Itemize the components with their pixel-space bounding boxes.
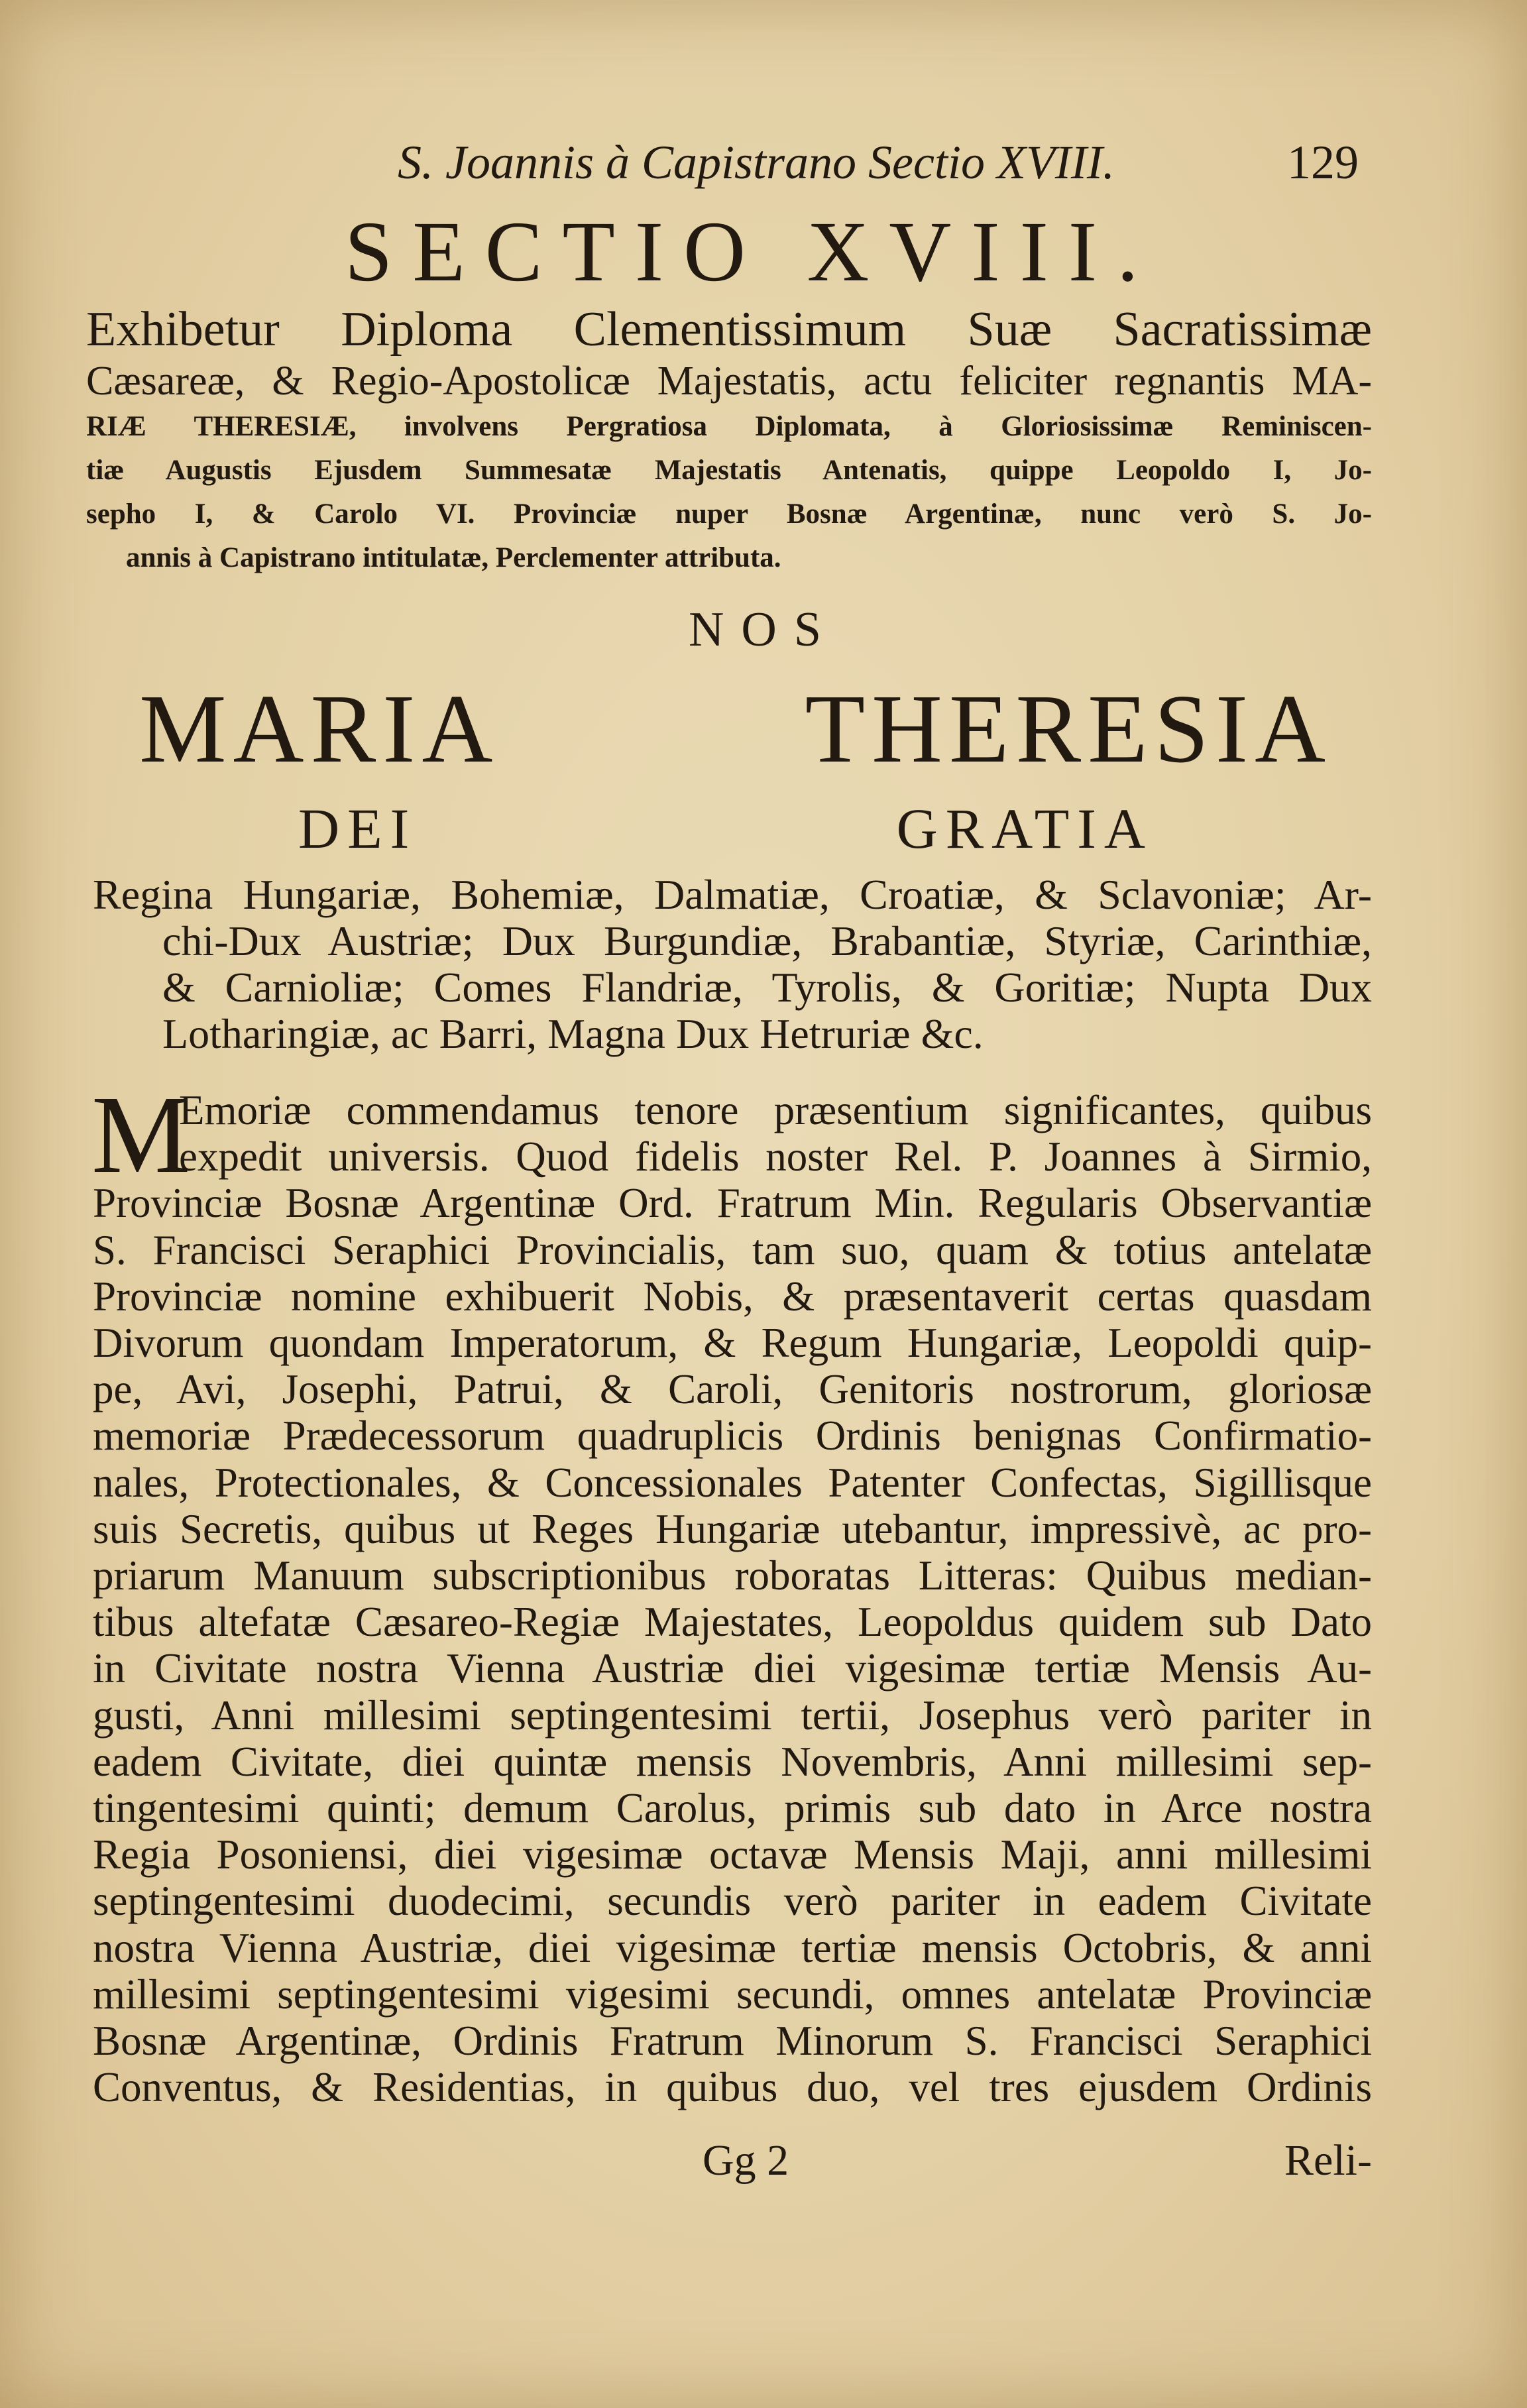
body-line: nostra Vienna Austriæ, diei vigesimæ tertiæ mensis Octobris, & anni	[93, 1924, 1372, 1971]
body-line: expedit universis. Quod fidelis noster Rel. P. Joannes à Sirmio,	[179, 1133, 1372, 1180]
titles-line: Regina Hungariæ, Bohemiæ, Dalmatiæ, Croatiæ, & Sclavoniæ; Ar-	[93, 871, 1372, 918]
body-text	[91, 1073, 1372, 2111]
sovereign-name: MARIA THERESIA	[139, 675, 1332, 783]
summary-line: RIÆ THERESIÆ, involvens Pergratiosa Diplomata, à Gloriosissimæ Reminiscen-	[86, 411, 1372, 442]
body-line: Regia Posoniensi, diei vigesimæ octavæ Mensis Maji, anni millesimi	[93, 1831, 1372, 1878]
nos-heading: NOS	[688, 602, 839, 657]
body-line: Conventus, & Residentias, in quibus duo, vel tres ejusdem Ordinis	[93, 2064, 1372, 2111]
body-line: gusti, Anni millesimi septingentesimi tertii, Josephus verò pariter in	[93, 1691, 1372, 1739]
body-line: septingentesimi duodecimi, secundis verò pariter in eadem Civitate	[93, 1878, 1372, 1925]
body-line: priarum Manuum subscriptionibus roboratas Litteras: Quibus median-	[93, 1552, 1372, 1599]
body-line: nales, Protectionales, & Concessionales Patenter Confectas, Sigillisque	[93, 1459, 1372, 1506]
section-summary	[86, 302, 1372, 580]
page-number: 129	[1287, 136, 1359, 189]
summary-line: annis à Capistrano intitulatæ, Perclementer attributa.	[126, 542, 781, 573]
summary-line: Cæsareæ, & Regio-Apostolicæ Majestatis, actu feliciter regnantis MA-	[86, 359, 1372, 404]
body-line: Bosnæ Argentinæ, Ordinis Fratrum Minorum S. Francisci Seraphici	[93, 2018, 1372, 2065]
body-line: pe, Avi, Josephi, Patrui, & Caroli, Genitoris nostrorum, gloriosæ	[93, 1366, 1372, 1413]
section-title: SECTIO XVIII.	[345, 204, 1159, 300]
titles-line: chi-Dux Austriæ; Dux Burgundiæ, Brabantiæ, Styriæ, Carinthiæ,	[162, 917, 1372, 964]
summary-line: tiæ Augustis Ejusdem Summesatæ Majestatis Antenatis, quippe Leopoldo I, Jo-	[86, 455, 1372, 486]
body-line: suis Secretis, quibus ut Reges Hungariæ utebantur, impressivè, ac pro-	[93, 1505, 1372, 1552]
running-title: S. Joannis à Capistrano Sectio XVIII.	[398, 136, 1115, 189]
summary-line: sepho I, & Carolo VI. Provinciæ nuper Bosnæ Argentinæ, nunc verò S. Jo-	[86, 498, 1372, 530]
body-line: memoriæ Prædecessorum quadruplicis Ordinis benignas Confirmatio-	[93, 1412, 1372, 1460]
sovereign-titles	[93, 872, 1372, 1057]
dei-gratia-heading: DEI GRATIA	[298, 797, 1153, 860]
body-line: eadem Civitate, diei quintæ mensis Novembris, Anni millesimi sep-	[93, 1738, 1372, 1785]
body-line: Divorum quondam Imperatorum, & Regum Hungariæ, Leopoldi quip-	[93, 1320, 1372, 1367]
catchword: Reli-	[1284, 2136, 1372, 2185]
body-line: Provinciæ Bosnæ Argentinæ Ord. Fratrum Min. Regularis Observantiæ	[93, 1180, 1372, 1227]
body-line: millesimi septingentesimi vigesimi secundi, omnes antelatæ Provinciæ	[93, 1971, 1372, 2018]
body-line: tingentesimi quinti; demum Carolus, primis sub dato in Arce nostra	[93, 1785, 1372, 1832]
titles-line: & Carnioliæ; Comes Flandriæ, Tyrolis, & Goritiæ; Nupta Dux	[162, 964, 1372, 1011]
drop-cap: M	[91, 1073, 191, 1196]
summary-line: Exhibetur Diploma Clementissimum Suæ Sacratissimæ	[86, 302, 1372, 357]
body-line: Emoriæ commendamus tenore præsentium significantes, quibus	[179, 1087, 1372, 1133]
titles-line: Lotharingiæ, ac Barri, Magna Dux Hetruriæ &c.	[162, 1010, 984, 1057]
signature-mark: Gg 2	[703, 2136, 789, 2185]
body-line: S. Francisci Seraphici Provincialis, tam suo, quam & totius antelatæ	[93, 1226, 1372, 1273]
body-line: tibus altefatæ Cæsareo-Regiæ Majestates, Leopoldus quidem sub Dato	[93, 1599, 1372, 1646]
body-line: Provinciæ nomine exhibuerit Nobis, & præsentaverit certas quasdam	[93, 1273, 1372, 1320]
body-line: in Civitate nostra Vienna Austriæ diei vigesimæ tertiæ Mensis Au-	[93, 1645, 1372, 1692]
